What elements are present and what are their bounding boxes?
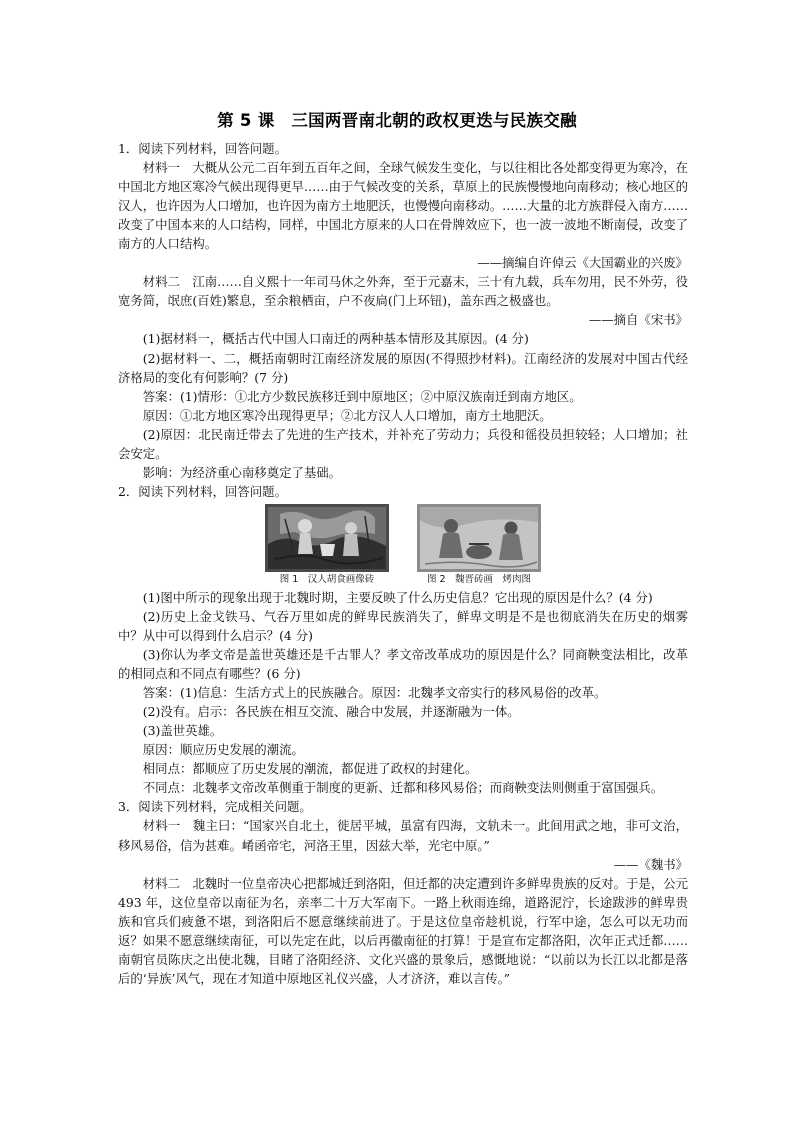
q1-answer-1: 答案：(1)情形：①北方少数民族移迁到中原地区；②中原汉族南迁到南方地区。 — [142, 388, 582, 404]
q1-answer-2: (2)原因：北民南迁带去了先进的生产技术，并补充了劳动力；兵役和徭役员担较轻；人口增加；社会安定。 — [118, 426, 688, 461]
brick-relief-image — [265, 504, 389, 572]
q3-material-2: 材料二 北魏时一位皇帝决心把都城迁到洛阳，但迁都的决定遭到许多鲜卑贵族的反对。于是，公元 493 年，这位皇帝以南征为名，亲率二十万大军南下。一路上秋雨连绵，道路泥泞，长途跋涉的鲜卑贵族和官兵们疲惫不堪，到洛阳后不愿意继续前进了。于是这位皇帝趁机说，行军中途，怎么可以无功而返？如果不愿意继续南征，可以先定在此，以后再徽南征的打算！于是宣布定都洛阳，次年正式迁都……南朝官员陈庆之出使北魏，目睹了洛阳经济、文化兴盛的景象后，感慨地说：“以前以为长江以北都是落后的‘异族’风气，现在才知道中原地区礼仪兴盛，人才济济，难以言传。” — [118, 875, 688, 986]
q1-sub-1: (1)据材料一，概括古代中国人口南迁的两种基本情形及其原因。(4 分) — [142, 331, 529, 347]
figure-2-caption: 图 2 魏晋砖画 烤肉图 — [426, 573, 532, 585]
q1-answer-2-impact: 影响：为经济重心南移奠定了基础。 — [142, 464, 342, 480]
figure-1 — [265, 504, 389, 587]
q2-sub-1: (1)图中所示的现象出现于北魏时期，主要反映了什么历史信息？它出现的原因是什么？(4 分) — [142, 589, 653, 605]
q2-sub-2: (2)历史上金戈铁马、气吞万里如虎的鲜卑民族消失了，鲜卑文明是不是也彻底消失在历史的烟雾中？从中可以得到什么启示？(4 分) — [118, 608, 688, 643]
q2-answer-1: 答案：(1)信息：生活方式上的民族融合。原因：北魏孝文帝实行的移风易俗的改革。 — [142, 685, 607, 701]
q1-answer-1-reason: 原因：①北方地区寒冷出现得更早；②北方汉人人口增加，南方土地肥沃。 — [142, 407, 552, 423]
figure-1-caption: 图 1 汉人胡食画像砖 — [279, 573, 375, 585]
q1-sub-2: (2)据材料一、二，概括南朝时江南经济发展的原因(不得照抄材料)。江南经济的发展对中国古代经济格局的变化有何影响？(7 分) — [118, 350, 688, 385]
q3-material-1-source: ——《魏书》 — [613, 856, 688, 872]
document-body — [118, 139, 688, 988]
q2-sub-3: (3)你认为孝文帝是盖世英雄还是千古罪人？孝文帝改革成功的原因是什么？同商鞅变法相比，改革的相同点和不同点有哪些？(6 分) — [118, 647, 688, 682]
brick-painting-image — [417, 504, 541, 572]
question-2-heading: 2．阅读下列材料，回答问题。 — [118, 483, 287, 499]
q1-material-2-source: ——摘自《宋书》 — [588, 312, 688, 328]
q2-answer-2: (2)没有。启示：各民族在相互交流、融合中发展，并逐渐融为一体。 — [142, 704, 520, 720]
q1-material-2: 材料二 江南……自义熙十一年司马休之外奔，至于元嘉末，三十有九载，兵车勿用，民不外劳，役宽务简，氓庶(百姓)繁息，至余粮栖亩，户不夜扃(门上环钮)，盖东西之极盛也。 — [118, 274, 688, 309]
figure-2 — [417, 504, 541, 587]
figure-row — [118, 504, 688, 587]
q2-answer-3-diff: 不同点：北魏孝文帝改革侧重于制度的更新、迁都和移风易俗；而商鞅变法则侧重于富国强兵。 — [142, 780, 664, 796]
q3-material-1: 材料一 魏主曰：“国家兴自北土，徙居平城，虽富有四海，文轨未一。此间用武之地，非可文治，移风易俗，信为甚难。崤函帝宅，河洛王里，因兹大举，光宅中原。” — [118, 818, 688, 853]
q1-material-1: 材料一 大概从公元二百年到五百年之间，全球气候发生变化，与以往相比各处都变得更为寒冷，在中国北方地区寒冷气候出现得更早……由于气候改变的关系，草原上的民族慢慢地向南移动；核心地区的汉人，也许因为人口增加，也许因为南方土地肥沃，也慢慢向南移动。……大量的北方族群侵入南方……改变了中国本来的人口结构，同样，中国北方原来的人口在骨牌效应下，也一波一波地不断南侵，改变了南方的人口结构。 — [118, 160, 688, 252]
q2-answer-3-same: 相同点：都顺应了历史发展的潮流，都促进了政权的封建化。 — [142, 761, 478, 777]
question-3-heading: 3．阅读下列材料，完成相关问题。 — [118, 799, 312, 815]
q2-answer-3-reason: 原因：顺应历史发展的潮流。 — [142, 742, 304, 758]
q1-material-1-source: ——摘编自许倬云《大国霸业的兴废》 — [477, 255, 688, 271]
question-1-heading: 1．阅读下列材料，回答问题。 — [118, 141, 287, 156]
q2-answer-3: (3)盖世英雄。 — [142, 723, 223, 739]
lesson-title: 第 5 课 三国两晋南北朝的政权更迭与民族交融 — [217, 111, 577, 130]
